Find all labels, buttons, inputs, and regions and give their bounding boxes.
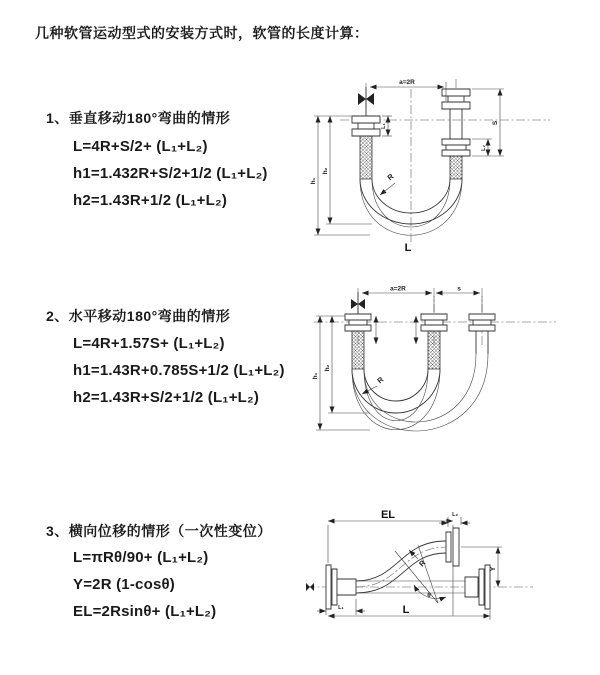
dimensions <box>310 79 504 254</box>
diagram-lateral-displacement <box>298 503 583 653</box>
formula-3-el: EL=2Rsinθ+ (L₁+L₂) <box>73 603 217 620</box>
formula-3-l: L=πRθ/90+ (L₁+L₂) <box>73 549 209 566</box>
dim-l-label: L <box>402 604 410 616</box>
section-3-heading: 3、横向位移的情形（一次性变位） <box>46 523 272 539</box>
dim-l2-label: L₂ <box>481 145 487 151</box>
dim-span-label: a=2R <box>399 79 415 86</box>
dim-h1-label: h₁ <box>312 372 319 380</box>
dim-r-label: R <box>416 558 428 569</box>
dim-s-label: S <box>492 120 499 126</box>
dim-stroke-label: s <box>457 285 461 293</box>
valve-icon <box>306 583 314 591</box>
valve-icon <box>358 87 374 116</box>
diagram-vertical-bend <box>300 73 556 255</box>
valve-icon <box>351 292 365 314</box>
dim-y-label: Y <box>488 566 497 572</box>
dim-theta-label: θ <box>427 592 431 599</box>
hose <box>352 331 488 431</box>
dim-l1-label: L₁ <box>381 123 387 129</box>
formula-2-h2: h2=1.43R+S/2+1/2 (L₁+L₂) <box>73 389 260 406</box>
formula-1-l: L=4R+S/2+ (L₁+L₂) <box>73 138 208 155</box>
dim-h1-label: h₁ <box>310 177 317 185</box>
dim-h2-label: h₂ <box>322 167 329 175</box>
section-1-heading: 1、垂直移动180°弯曲的情形 <box>46 110 231 126</box>
formula-1-h1: h1=1.432R+S/2+1/2 (L₁+L₂) <box>73 165 268 182</box>
dimensions <box>312 286 482 431</box>
formula-2-h1: h1=1.43R+0.785S+1/2 (L₁+L₂) <box>73 362 285 379</box>
section-2-heading: 2、水平移动180°弯曲的情形 <box>46 308 231 324</box>
formula-3-y: Y=2R (1-cosθ) <box>73 576 175 593</box>
dim-span-label: a=2R <box>390 285 406 293</box>
dim-r-label: R <box>375 374 386 386</box>
dim-r-label: R <box>385 171 396 183</box>
diagram-horizontal-bend <box>310 284 560 464</box>
formula-2-l: L=4R+1.57S+ (L₁+L₂) <box>73 335 225 352</box>
page-title: 几种软管运动型式的安装方式时，软管的长度计算： <box>35 25 369 41</box>
dim-el-label: EL <box>380 509 396 521</box>
fittings <box>345 314 495 354</box>
dim-l2-label: L₂ <box>452 512 458 518</box>
dim-l-label: L <box>404 242 412 254</box>
dim-h2-label: h₂ <box>324 364 331 372</box>
dim-l1-label: L₁ <box>338 605 344 611</box>
dimensions <box>317 509 502 620</box>
formula-1-h2: h2=1.43R+1/2 (L₁+L₂) <box>73 192 228 209</box>
